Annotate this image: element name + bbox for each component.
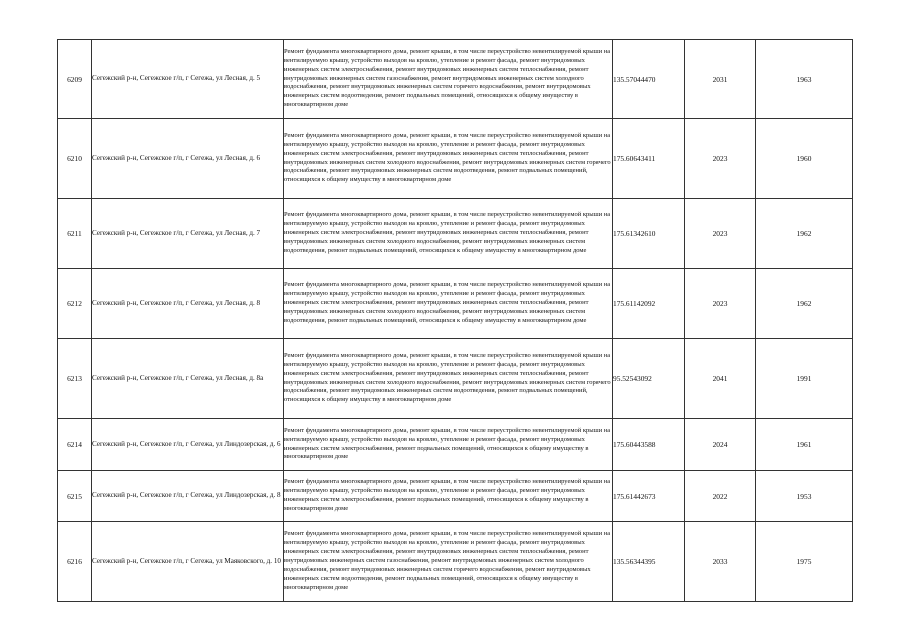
built-year-cell: 1962	[756, 199, 853, 269]
value-cell: 95.52543092	[613, 339, 685, 419]
built-year-cell: 1975	[756, 522, 853, 602]
table-row	[58, 471, 853, 522]
year-cell: 2022	[685, 471, 756, 522]
row-number: 6216	[58, 522, 92, 602]
row-number: 6215	[58, 471, 92, 522]
address-cell: Сегежский р-н, Сегежское г/п, г Сегежа, ул Лесная, д. 8	[92, 269, 284, 339]
row-number: 6210	[58, 119, 92, 199]
row-number: 6214	[58, 419, 92, 471]
works-cell: Ремонт фундамента многоквартирного дома, ремонт крыши, в том числе переустройство невентилируемой крыши на вентилируемую крышу, устройство выходов на кровлю, утепление и ремонт фасада, ремонт внутридомовых инженерных систем электроснабжения, ремонт подвальных помещений, относящихся к общему имуществу в многоквартирном доме	[284, 471, 613, 522]
works-cell: Ремонт фундамента многоквартирного дома, ремонт крыши, в том числе переустройство невентилируемой крыши на вентилируемую крышу, устройство выходов на кровлю, утепление и ремонт фасада, ремонт внутридомовых инженерных систем электроснабжения, ремонт подвальных помещений, относящихся к общему имуществу в многоквартирном доме	[284, 419, 613, 471]
address-cell: Сегежский р-н, Сегежское г/п, г Сегежа, ул Лесная, д. 7	[92, 199, 284, 269]
address-cell: Сегежский р-н, Сегежское г/п, г Сегежа, ул Маяковского, д. 10	[92, 522, 284, 602]
works-cell: Ремонт фундамента многоквартирного дома, ремонт крыши, в том числе переустройство невентилируемой крыши на вентилируемую крышу, устройство выходов на кровлю, утепление и ремонт фасада, ремонт внутридомовых инженерных систем электроснабжения, ремонт внутридомовых инженерных систем теплоснабжения, ремонт внутридомовых инженерных систем холодного водоснабжения, ремонт внутридомовых инженерных систем водоотведения, ремонт подвальных помещений, относящихся к общему имуществу в многоквартирном доме	[284, 269, 613, 339]
table-row	[58, 119, 853, 199]
works-cell: Ремонт фундамента многоквартирного дома, ремонт крыши, в том числе переустройство невентилируемой крыши на вентилируемую крышу, устройство выходов на кровлю, утепление и ремонт фасада, ремонт внутридомовых инженерных систем электроснабжения, ремонт внутридомовых инженерных систем теплоснабжения, ремонт внутридомовых инженерных систем холодного водоснабжения, ремонт внутридомовых инженерных систем горячего водоснабжения, ремонт внутридомовых инженерных систем водоотведения, ремонт подвальных помещений, относящихся к общему имуществу в многоквартирном доме	[284, 339, 613, 419]
works-cell: Ремонт фундамента многоквартирного дома, ремонт крыши, в том числе переустройство невентилируемой крыши на вентилируемую крышу, устройство выходов на кровлю, утепление и ремонт фасада, ремонт внутридомовых инженерных систем электроснабжения, ремонт внутридомовых инженерных систем теплоснабжения, ремонт внутридомовых инженерных систем холодного водоснабжения, ремонт внутридомовых инженерных систем горячего водоснабжения, ремонт внутридомовых инженерных систем водоотведения, ремонт подвальных помещений, относящихся к общему имуществу в многоквартирном доме	[284, 119, 613, 199]
built-year-cell: 1962	[756, 269, 853, 339]
year-cell: 2041	[685, 339, 756, 419]
table-row	[58, 339, 853, 419]
built-year-cell: 1991	[756, 339, 853, 419]
value-cell: 175.61142092	[613, 269, 685, 339]
row-number: 6212	[58, 269, 92, 339]
address-cell: Сегежский р-н, Сегежское г/п, г Сегежа, ул Лесная, д. 5	[92, 40, 284, 119]
built-year-cell: 1960	[756, 119, 853, 199]
year-cell: 2031	[685, 40, 756, 119]
address-cell: Сегежский р-н, Сегежское г/п, г Сегежа, ул Линдозерская, д. 8	[92, 471, 284, 522]
row-number: 6209	[58, 40, 92, 119]
year-cell: 2024	[685, 419, 756, 471]
built-year-cell: 1961	[756, 419, 853, 471]
row-number: 6211	[58, 199, 92, 269]
year-cell: 2033	[685, 522, 756, 602]
works-cell: Ремонт фундамента многоквартирного дома, ремонт крыши, в том числе переустройство невентилируемой крыши на вентилируемую крышу, устройство выходов на кровлю, утепление и ремонт фасада, ремонт внутридомовых инженерных систем электроснабжения, ремонт внутридомовых инженерных систем теплоснабжения, ремонт внутридомовых инженерных систем газоснабжения, ремонт внутридомовых инженерных систем холодного водоснабжения, ремонт внутридомовых инженерных систем горячего водоснабжения, ремонт внутридомовых инженерных систем водоотведения, ремонт подвальных помещений, относящихся к общему имуществу в многоквартирном доме	[284, 522, 613, 602]
table-row	[58, 419, 853, 471]
address-cell: Сегежский р-н, Сегежское г/п, г Сегежа, ул Лесная, д. 8а	[92, 339, 284, 419]
address-cell: Сегежский р-н, Сегежское г/п, г Сегежа, ул Линдозерская, д. 6	[92, 419, 284, 471]
value-cell: 135.56344395	[613, 522, 685, 602]
built-year-cell: 1953	[756, 471, 853, 522]
address-cell: Сегежский р-н, Сегежское г/п, г Сегежа, ул Лесная, д. 6	[92, 119, 284, 199]
value-cell: 175.61442673	[613, 471, 685, 522]
table-row	[58, 269, 853, 339]
works-cell: Ремонт фундамента многоквартирного дома, ремонт крыши, в том числе переустройство невентилируемой крыши на вентилируемую крышу, устройство выходов на кровлю, утепление и ремонт фасада, ремонт внутридомовых инженерных систем электроснабжения, ремонт внутридомовых инженерных систем теплоснабжения, ремонт внутридомовых инженерных систем холодного водоснабжения, ремонт внутридомовых инженерных систем водоотведения, ремонт подвальных помещений, относящихся к общему имуществу в многоквартирном доме	[284, 199, 613, 269]
table-row	[58, 40, 853, 119]
built-year-cell: 1963	[756, 40, 853, 119]
table-row	[58, 199, 853, 269]
year-cell: 2023	[685, 269, 756, 339]
housing-repair-table	[57, 39, 853, 602]
works-cell: Ремонт фундамента многоквартирного дома, ремонт крыши, в том числе переустройство невентилируемой крыши на вентилируемую крышу, устройство выходов на кровлю, утепление и ремонт фасада, ремонт внутридомовых инженерных систем электроснабжения, ремонт внутридомовых инженерных систем теплоснабжения, ремонт внутридомовых инженерных систем газоснабжения, ремонт внутридомовых инженерных систем холодного водоснабжения, ремонт внутридомовых инженерных систем горячего водоснабжения, ремонт внутридомовых инженерных систем водоотведения, ремонт подвальных помещений, относящихся к общему имуществу в многоквартирном доме	[284, 40, 613, 119]
value-cell: 175.60443588	[613, 419, 685, 471]
year-cell: 2023	[685, 199, 756, 269]
table-row	[58, 522, 853, 602]
row-number: 6213	[58, 339, 92, 419]
value-cell: 175.61342610	[613, 199, 685, 269]
year-cell: 2023	[685, 119, 756, 199]
value-cell: 135.57044470	[613, 40, 685, 119]
value-cell: 175.60643411	[613, 119, 685, 199]
